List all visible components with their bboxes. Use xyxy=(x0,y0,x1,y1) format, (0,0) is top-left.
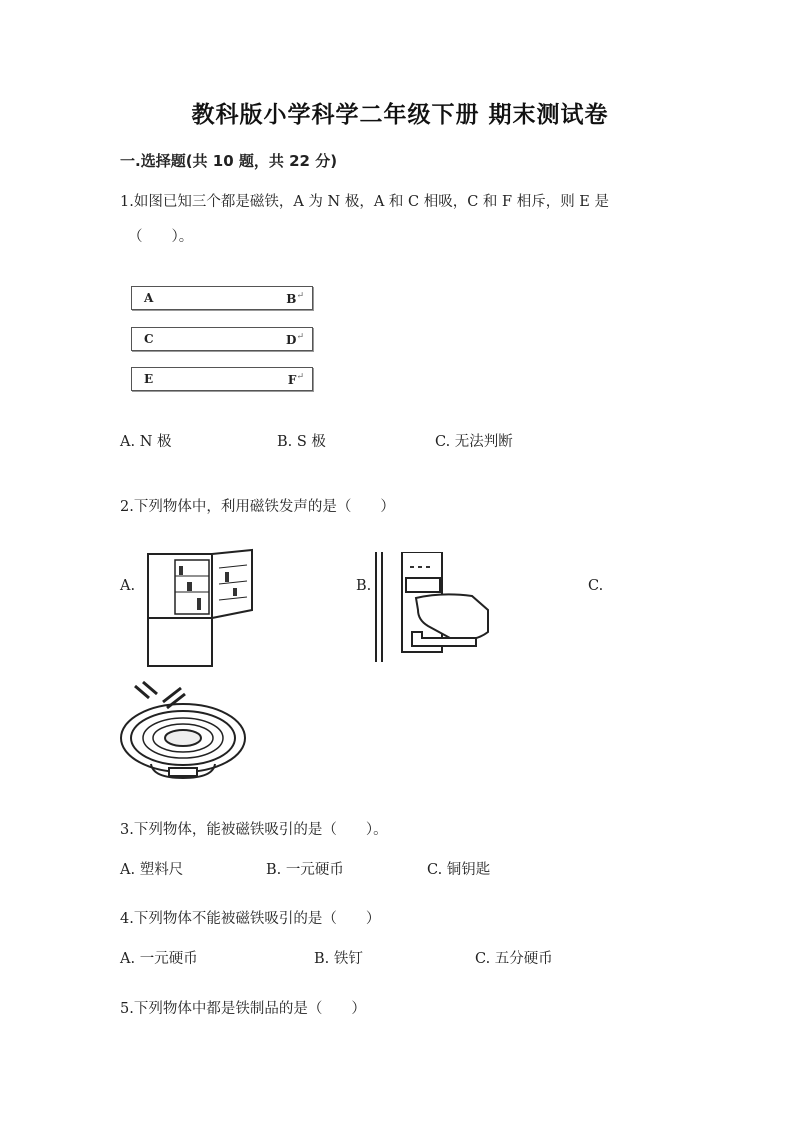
section-heading: 一.选择题(共 10 题，共 22 分) xyxy=(120,152,338,170)
speaker-icon xyxy=(117,680,249,780)
q1-option-c[interactable]: C. 无法判断 xyxy=(435,434,513,450)
magnet-ef: E F↵ xyxy=(131,367,313,391)
q2-option-a-label[interactable]: A. xyxy=(120,578,136,594)
page-title: 教科版小学科学二年级下册 期末测试卷 xyxy=(191,102,609,128)
question-1-blank: （ ）。 xyxy=(128,229,194,245)
q3-option-a[interactable]: A. 塑料尺 xyxy=(120,862,184,878)
question-3-text: 3.下列物体，能被磁铁吸引的是（ ）。 xyxy=(120,822,388,838)
question-1-text: 1.如图已知三个都是磁铁，A 为 N 极，A 和 C 相吸，C 和 F 相斥，则 E 是 xyxy=(120,194,609,210)
question-5-text: 5.下列物体中都是铁制品的是（ ） xyxy=(120,1001,366,1017)
q3-option-c[interactable]: C. 铜钥匙 xyxy=(427,862,491,878)
q1-option-b[interactable]: B. S 极 xyxy=(277,434,326,450)
magnet-cd: C D↵ xyxy=(131,327,313,351)
magnet-pole-f: F xyxy=(287,373,297,387)
magnet-ab: A B↵ xyxy=(131,286,313,310)
q2-option-b-label[interactable]: B. xyxy=(356,578,372,594)
q4-option-b[interactable]: B. 铁钉 xyxy=(314,951,363,967)
magnet-pole-d: D xyxy=(286,333,297,347)
question-2-text: 2.下列物体中，利用磁铁发声的是（ ） xyxy=(120,499,395,515)
magnet-pole-c: C xyxy=(144,332,154,346)
question-4-text: 4.下列物体不能被磁铁吸引的是（ ） xyxy=(120,911,381,927)
magnet-pole-b: B xyxy=(286,292,297,306)
q3-option-b[interactable]: B. 一元硬币 xyxy=(266,862,344,878)
q4-option-a[interactable]: A. 一元硬币 xyxy=(120,951,198,967)
magnet-pole-e: E xyxy=(144,372,154,386)
q1-option-a[interactable]: A. N 极 xyxy=(120,434,172,450)
q4-option-c[interactable]: C. 五分硬币 xyxy=(475,951,553,967)
door-card-lock-icon xyxy=(372,552,492,662)
refrigerator-icon xyxy=(145,548,260,670)
magnet-pole-a: A xyxy=(144,291,154,305)
q2-option-c-label[interactable]: C. xyxy=(588,578,604,594)
